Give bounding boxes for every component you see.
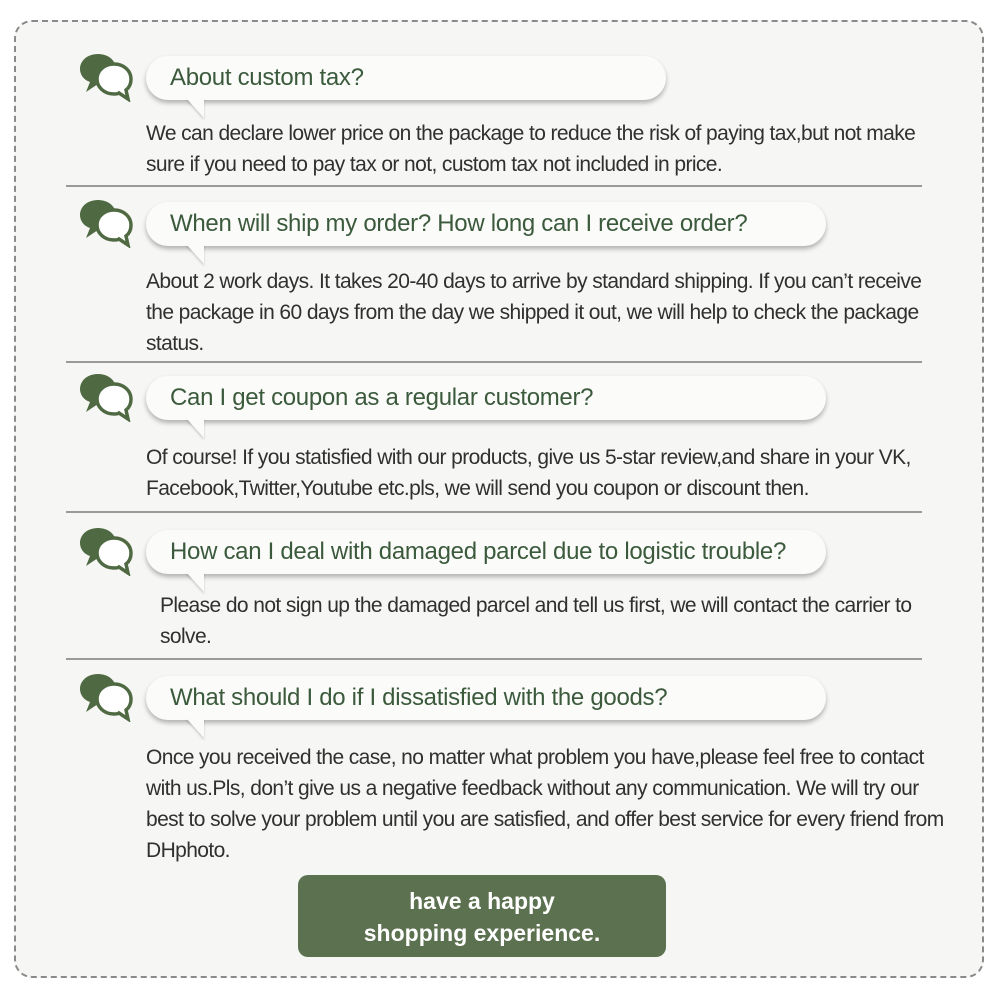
faq-item — [66, 672, 944, 872]
chat-bubbles-icon — [78, 372, 134, 422]
divider — [66, 658, 922, 660]
question-bubble — [146, 676, 826, 720]
question-text: How can I deal with damaged parcel due to logistic trouble? — [170, 538, 787, 565]
question-text: Can I get coupon as a regular customer? — [170, 384, 594, 411]
faq-item — [66, 198, 922, 358]
chat-bubbles-icon — [78, 198, 134, 248]
answer-text: About 2 work days. It takes 20-40 days to arrive by standard shipping. If you can’t receive the package in 60 days from the day we shipped it out, we will help to check the package status. — [146, 270, 922, 355]
banner-line-1: have a happy — [409, 888, 555, 914]
faq-item — [66, 526, 922, 656]
question-bubble — [146, 56, 666, 100]
divider — [66, 511, 922, 513]
chat-bubbles-icon — [78, 672, 134, 722]
chat-bubbles-icon — [78, 52, 134, 102]
question-bubble — [146, 530, 826, 574]
divider — [66, 361, 922, 363]
happy-shopping-banner — [298, 875, 666, 957]
answer-text: Once you received the case, no matter what problem you have,please feel free to contact with us.Pls, don’t give us a negative feedback without any communication. We will try our best to solve your problem until you are satisfied, and offer best service for every friend from DHphoto. — [146, 746, 944, 862]
answer-text: We can declare lower price on the package to reduce the risk of paying tax,but not make sure if you need to pay tax or not, custom tax not included in price. — [146, 122, 916, 176]
question-text: About custom tax? — [170, 64, 364, 91]
question-text: What should I do if I dissatisfied with the goods? — [170, 684, 668, 711]
chat-bubbles-icon — [78, 526, 134, 576]
question-text: When will ship my order? How long can I receive order? — [170, 210, 748, 237]
banner-line-2: shopping experience. — [363, 920, 601, 946]
divider — [66, 185, 922, 187]
question-bubble — [146, 202, 826, 246]
faq-item — [66, 52, 922, 182]
answer-text: Please do not sign up the damaged parcel and tell us first, we will contact the carrier to solve. — [160, 594, 912, 648]
faq-item — [66, 372, 922, 507]
question-bubble — [146, 376, 826, 420]
answer-text: Of course! If you statisfied with our products, give us 5-star review,and share in your VK, Facebook,Twitter,Youtube etc.pls, we will send you coupon or discount then. — [146, 446, 911, 500]
